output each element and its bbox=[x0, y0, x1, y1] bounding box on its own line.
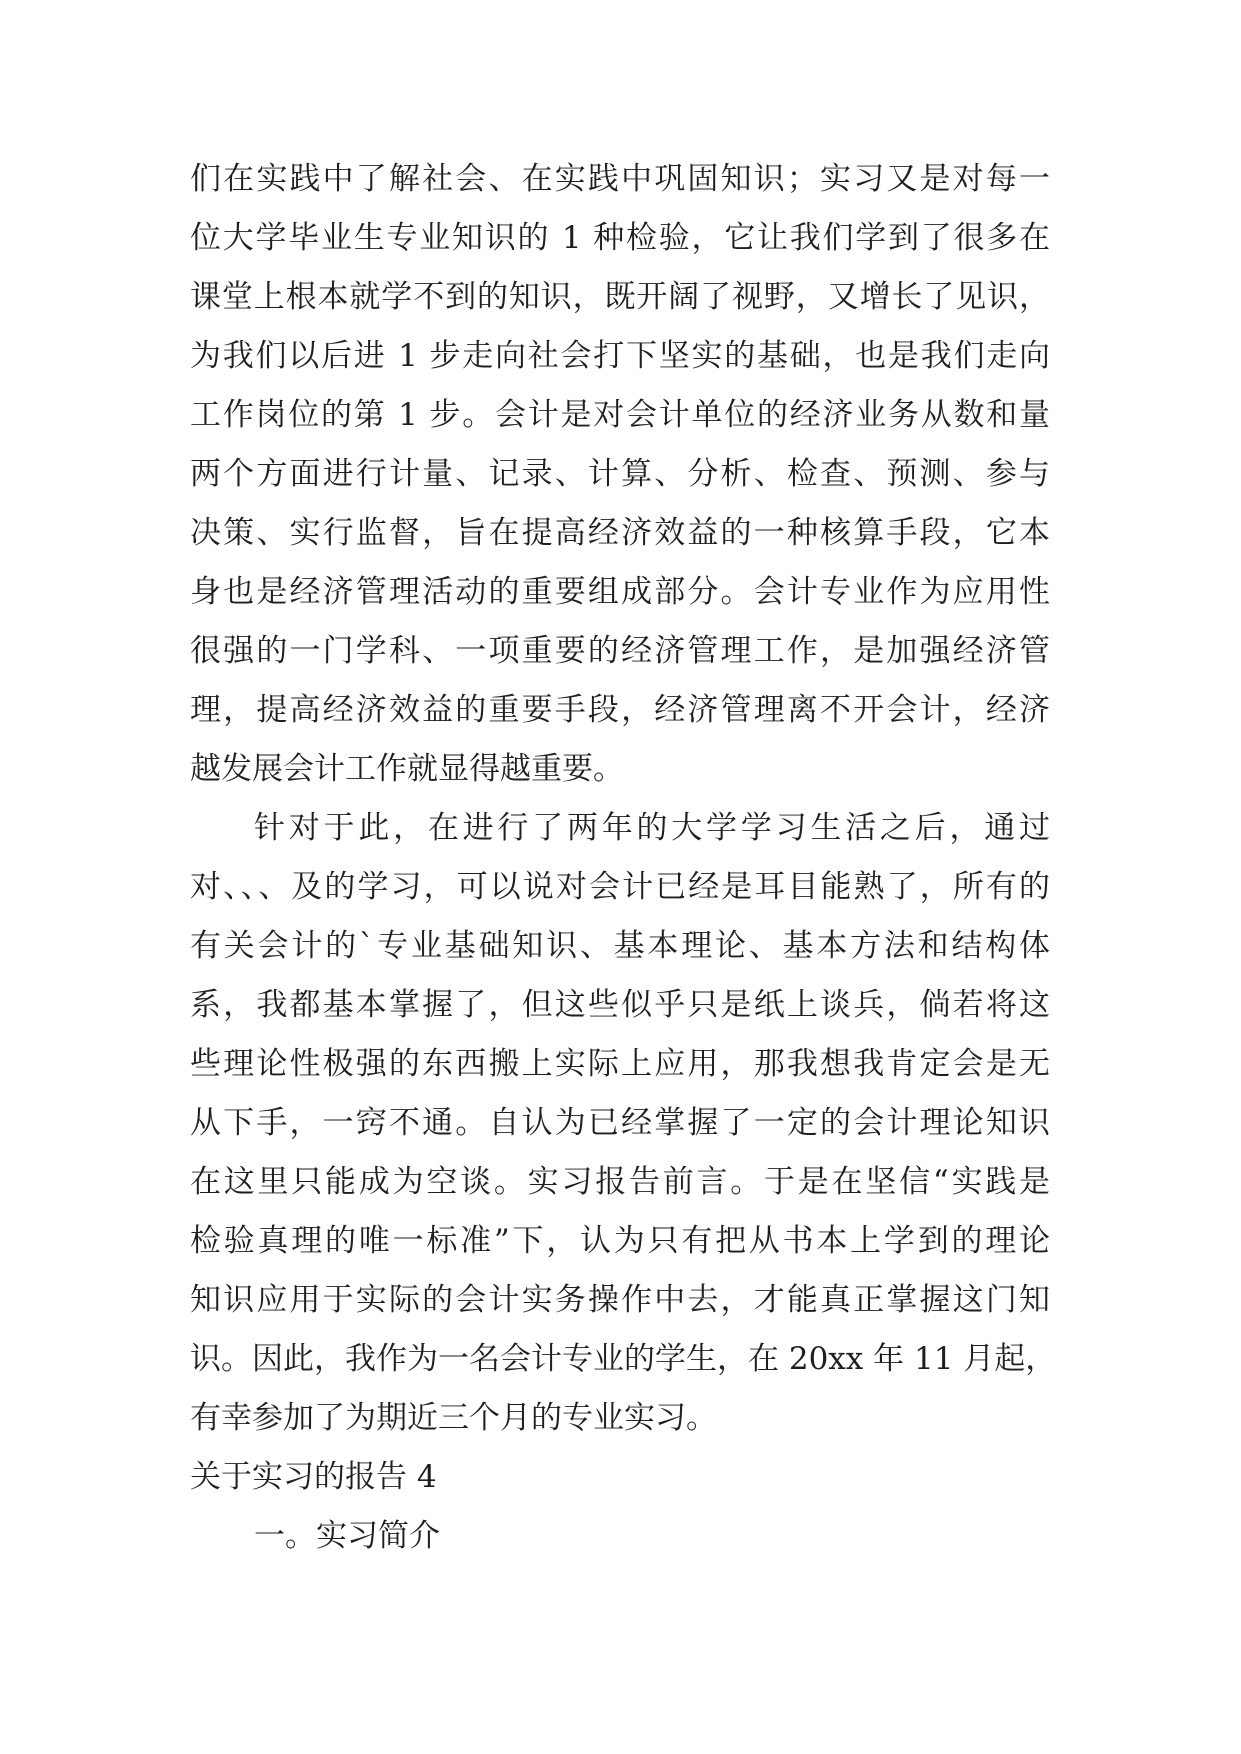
text-line: 从下手，一窍不通。自认为已经掌握了一定的会计理论知识 bbox=[190, 1105, 1050, 1141]
text-line: 决策、实行监督，旨在提高经济效益的一种核算手段，它本 bbox=[190, 515, 1050, 551]
text-line: 对、、、及的学习，可以说对会计已经是耳目能熟了，所有的 bbox=[190, 869, 1050, 905]
text-line: 系，我都基本掌握了，但这些似乎只是纸上谈兵，倘若将这 bbox=[190, 987, 1050, 1023]
text-line: 理，提高经济效益的重要手段，经济管理离不开会计，经济 bbox=[190, 692, 1050, 728]
text-line: 们在实践中了解社会、在实践中巩固知识；实习又是对每一 bbox=[190, 161, 1050, 197]
text-line: 知识应用于实际的会计实务操作中去，才能真正掌握这门知 bbox=[190, 1282, 1050, 1318]
text-line: 针对于此，在进行了两年的大学学习生活之后，通过 bbox=[254, 810, 1050, 846]
text-line: 有幸参加了为期近三个月的专业实习。 bbox=[190, 1400, 717, 1436]
section-title: 关于实习的报告 4 bbox=[190, 1459, 437, 1495]
text-line: 工作岗位的第 1 步。会计是对会计单位的经济业务从数和量 bbox=[190, 397, 1050, 433]
text-line: 两个方面进行计量、记录、计算、分析、检查、预测、参与 bbox=[190, 456, 1050, 492]
text-line: 检验真理的唯一标准”下，认为只有把从书本上学到的理论 bbox=[190, 1223, 1050, 1259]
text-line: 为我们以后进 1 步走向社会打下坚实的基础，也是我们走向 bbox=[190, 338, 1050, 374]
paragraph-2 bbox=[190, 799, 1057, 1448]
subsection-title: 一。实习简介 bbox=[254, 1518, 440, 1554]
text-line: 有关会计的`专业基础知识、基本理论、基本方法和结构体 bbox=[190, 928, 1050, 964]
text-line: 越发展会计工作就显得越重要。 bbox=[190, 751, 624, 787]
text-line: 位大学毕业生专业知识的 1 种检验，它让我们学到了很多在 bbox=[190, 220, 1050, 256]
text-line: 很强的一门学科、一项重要的经济管理工作，是加强经济管 bbox=[190, 633, 1050, 669]
text-line: 课堂上根本就学不到的知识，既开阔了视野，又增长了见识， bbox=[190, 279, 1050, 315]
text-line: 在这里只能成为空谈。实习报告前言。于是在坚信“实践是 bbox=[190, 1164, 1050, 1200]
document-body bbox=[190, 150, 1057, 1566]
text-line: 身也是经济管理活动的重要组成部分。会计专业作为应用性 bbox=[190, 574, 1050, 610]
paragraph-1 bbox=[190, 150, 1050, 799]
text-line: 些理论性极强的东西搬上实际上应用，那我想我肯定会是无 bbox=[190, 1046, 1050, 1082]
text-line: 识。因此，我作为一名会计专业的学生，在 20xx 年 11 月起， bbox=[190, 1341, 1057, 1377]
